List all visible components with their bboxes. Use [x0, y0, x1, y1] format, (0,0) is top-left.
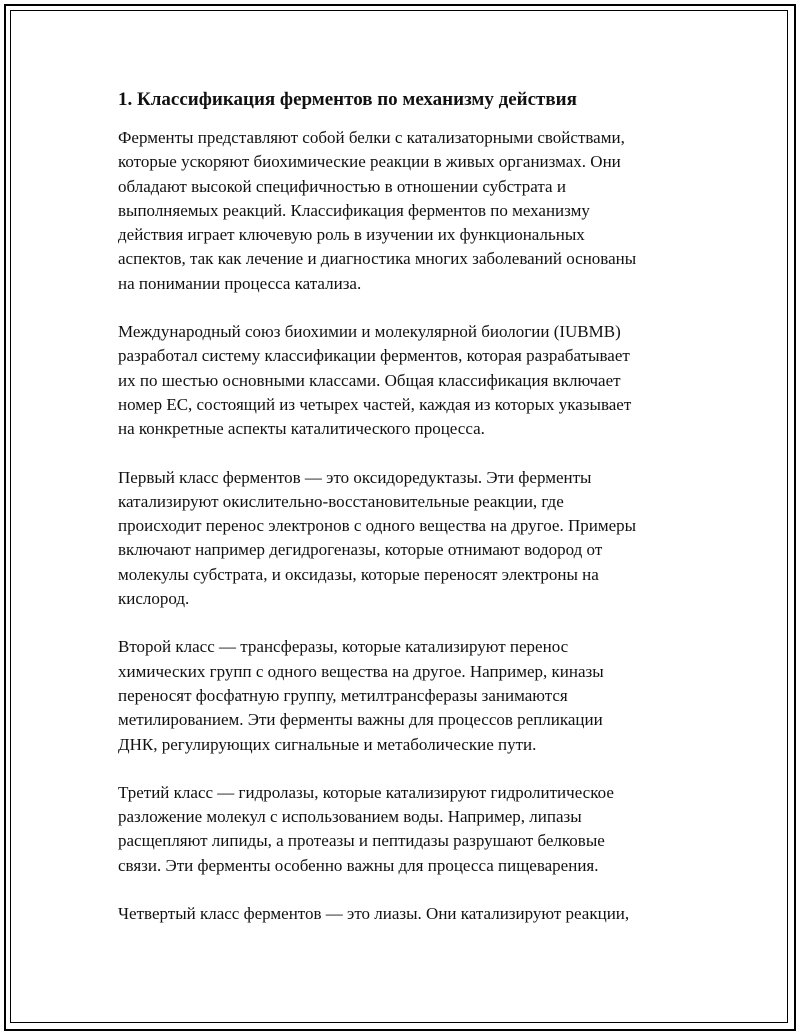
- text-line: разложение молекул с использованием воды. Например, липазы: [118, 807, 582, 827]
- text-line: переносят фосфатную группу, метилтрансферазы занимаются: [118, 685, 568, 705]
- text-line: на конкретные аспекты каталитического процесса.: [118, 419, 485, 439]
- text-line: химических групп с одного вещества на другое. Например, киназы: [118, 661, 604, 681]
- text-line: связи. Эти ферменты особенно важны для процесса пищеварения.: [118, 855, 599, 875]
- text-line: Ферменты представляют собой белки с катализаторными свойствами,: [118, 128, 625, 147]
- text-line: аспектов, так как лечение и диагностика многих заболеваний основаны: [118, 249, 637, 269]
- text-line: номер EC, состоящий из четырех частей, каждая из которых указывает: [118, 394, 632, 414]
- text-line: выполняемых реакций. Классификация ферментов по механизму: [118, 200, 590, 220]
- text-line: происходит перенос электронов с одного вещества на другое. Примеры: [118, 516, 637, 536]
- paragraph-hydrolases: [118, 781, 698, 878]
- text-line: обладают высокой специфичностью в отношении субстрата и: [118, 176, 566, 196]
- text-line: Четвертый класс ферментов — это лиазы. Они катализируют реакции,: [118, 904, 630, 924]
- section-heading: 1. Классификация ферментов по механизму действия: [118, 89, 577, 110]
- text-line: их по шестью основными классами. Общая классификация включает: [118, 370, 621, 390]
- document-page: [118, 88, 698, 950]
- text-line: ДНК, регулирующих сигнальные и метаболические пути.: [118, 734, 537, 754]
- text-line: катализируют окислительно-восстановительные реакции, где: [118, 491, 564, 511]
- text-line: действия играет ключевую роль в изучении их функциональных: [118, 225, 585, 245]
- text-line: Международный союз биохимии и молекулярной биологии (IUBMB): [118, 322, 621, 342]
- text-line: расщепляют липиды, а протеазы и пептидазы разрушают белковые: [118, 831, 605, 851]
- text-line: метилированием. Эти ферменты важны для процессов репликации: [118, 710, 603, 730]
- text-line: кислород.: [118, 589, 190, 609]
- paragraph-transferases: [118, 635, 698, 756]
- text-line: на понимании процесса катализа.: [118, 273, 362, 293]
- text-line: Второй класс — трансферазы, которые катализируют перенос: [118, 637, 569, 657]
- text-line: молекулы субстрата, и оксидазы, которые переносят электроны на: [118, 564, 599, 584]
- text-line: Первый класс ферментов — это оксидоредуктазы. Эти ферменты: [118, 467, 592, 487]
- paragraph-oxidoreductases: [118, 466, 698, 612]
- paragraph-enzymes-intro: [118, 126, 698, 296]
- text-line: разработал систему классификации ферментов, которая разрабатывает: [118, 346, 630, 366]
- text-line: включают например дегидрогеназы, которые отнимают водород от: [118, 540, 603, 560]
- text-line: Третий класс — гидролазы, которые катализируют гидролитическое: [118, 782, 614, 802]
- text-line: которые ускоряют биохимические реакции в живых организмах. Они: [118, 152, 621, 172]
- paragraph-lyases: [118, 902, 698, 926]
- paragraph-iubmb: [118, 320, 698, 441]
